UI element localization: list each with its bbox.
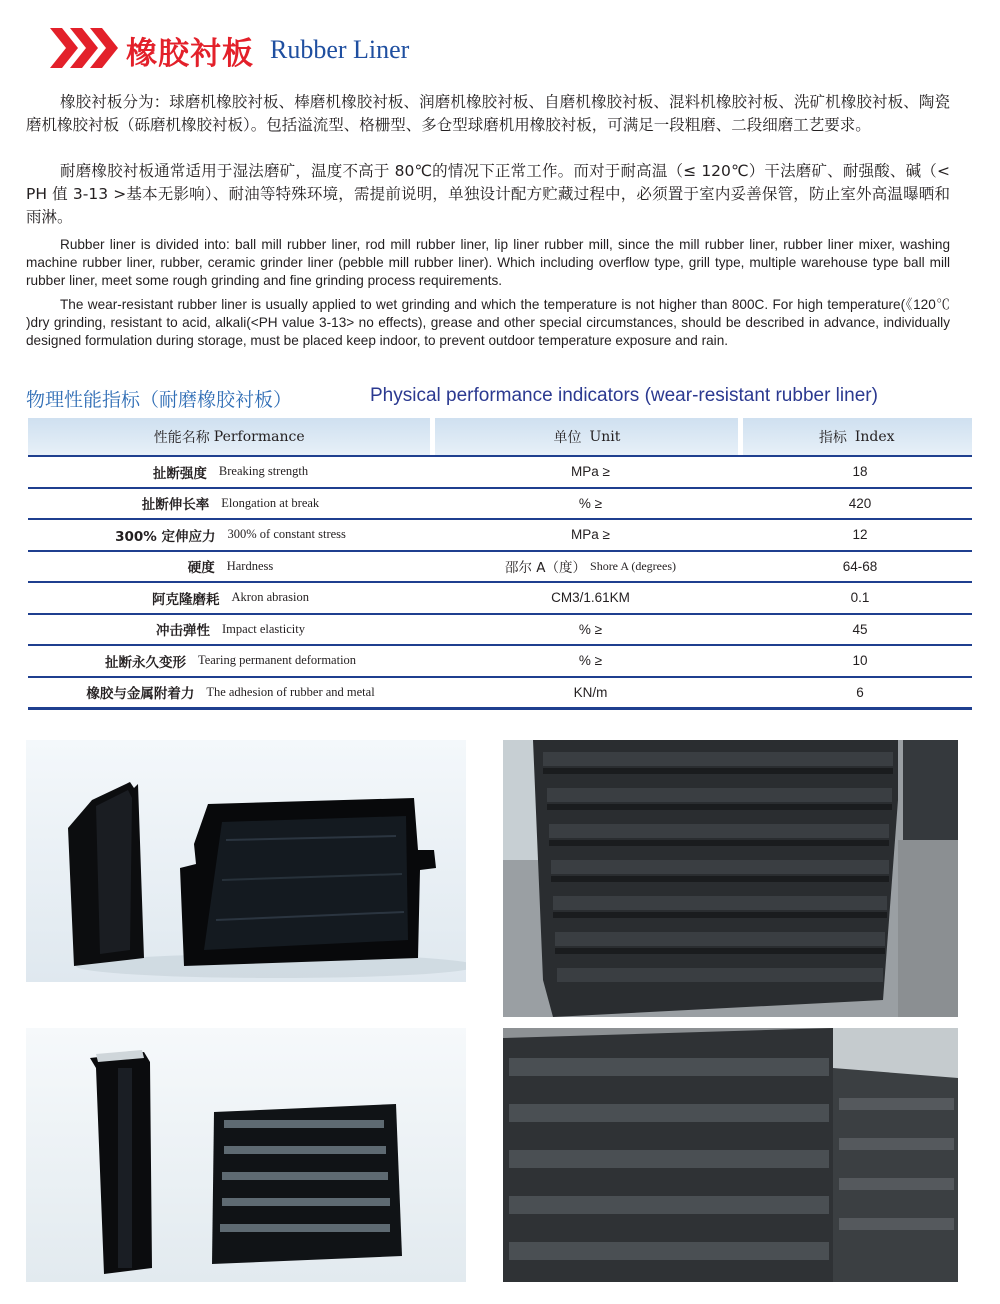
- performance-cn: 阿克隆磨耗: [152, 591, 220, 608]
- photo-liner-pile: [503, 1028, 958, 1282]
- unit-text: MPa ≥: [571, 464, 610, 480]
- table-row: [28, 583, 972, 615]
- unit-cell: [433, 496, 748, 511]
- photo-stacked-liners: [503, 740, 958, 1017]
- performance-cn: 硬度: [187, 560, 215, 577]
- photo-single-liners-graphic: [26, 740, 466, 982]
- page-title-cn: 橡胶衬板: [126, 36, 254, 72]
- unit-en: Shore A (degrees): [590, 558, 676, 573]
- unit-cell: [433, 464, 748, 479]
- header-performance: [28, 418, 430, 455]
- performance-cell: [28, 619, 433, 639]
- performance-cn: 橡胶与金属附着力: [86, 686, 195, 703]
- header-unit-cn: 单位: [553, 429, 582, 446]
- performance-cell: [28, 525, 433, 545]
- table-row: [28, 615, 972, 647]
- unit-cn: 邵尔 A（度）: [504, 560, 587, 577]
- index-cell: 420: [848, 495, 872, 511]
- photo-liner-and-stack-graphic: [26, 1028, 466, 1282]
- table-header: [28, 418, 972, 457]
- performance-en: Impact elasticity: [222, 621, 305, 636]
- performance-cell: [28, 462, 433, 482]
- header-unit-en: Unit: [589, 428, 621, 445]
- performance-cn: 扯断永久变形: [104, 654, 186, 671]
- unit-cell: [433, 556, 748, 576]
- intro-paragraph-cn-2: 耐磨橡胶衬板通常适用于湿法磨矿，温度不高于 80℃的情况下正常工作。而对于耐高温（≤ 120℃）干法磨矿、耐强酸、碱（< PH 值 3-13 >基本无影响）、耐油等特殊环境，需提前说明，单独设计配方贮藏过程中，必须置于室内妥善保管，防止室外高温曝晒和雨淋。: [26, 162, 950, 226]
- unit-cell: [433, 527, 748, 542]
- section-title-cn: 物理性能指标（耐磨橡胶衬板）: [26, 389, 293, 411]
- section-title-en: Physical performance indicators (wear-resistant rubber liner): [370, 385, 878, 406]
- table-row: [28, 457, 972, 489]
- photo-liner-pile-graphic: [503, 1028, 958, 1282]
- header-index: [738, 418, 970, 455]
- performance-en: 300% of constant stress: [227, 527, 346, 542]
- index-cell: 18: [852, 464, 868, 480]
- performance-cell: [28, 651, 433, 671]
- header-index-en: Index: [854, 428, 895, 445]
- unit-cell: [433, 653, 748, 668]
- performance-cell: [28, 588, 433, 608]
- unit-text: KN/m: [573, 684, 608, 700]
- performance-cell: [28, 682, 433, 702]
- unit-text: % ≥: [578, 621, 603, 637]
- performance-en: Breaking strength: [218, 464, 309, 479]
- performance-en: Akron abrasion: [231, 590, 309, 605]
- table-row: [28, 646, 972, 678]
- table-row: [28, 489, 972, 521]
- performance-cn: 扯断伸长率: [141, 497, 210, 514]
- performance-cell: [28, 493, 433, 513]
- photo-liner-and-stack: [26, 1028, 466, 1282]
- performance-table: [28, 418, 972, 710]
- index-cell: 6: [856, 684, 864, 700]
- index-cell: 64-68: [842, 558, 878, 574]
- performance-cn: 扯断强度: [152, 465, 207, 482]
- unit-text: % ≥: [578, 495, 603, 511]
- unit-text: CM3/1.61KM: [551, 590, 630, 606]
- photo-stacked-liners-graphic: [503, 740, 958, 1017]
- header-index-cn: 指标: [818, 429, 847, 446]
- chevron-arrows-icon: [48, 24, 118, 72]
- table-row: [28, 520, 972, 552]
- header-performance-en: Performance: [213, 428, 305, 445]
- performance-en: Tearing permanent deformation: [197, 653, 357, 668]
- performance-cn: 冲击弹性: [156, 623, 211, 640]
- index-cell: 12: [852, 527, 868, 543]
- unit-cell: [433, 685, 748, 700]
- index-cell: 45: [852, 621, 868, 637]
- unit-cell: [433, 622, 748, 637]
- header-performance-cn: 性能名称: [153, 429, 210, 446]
- page-title-en: Rubber Liner: [270, 35, 410, 64]
- performance-cn: 300% 定伸应力: [115, 528, 216, 545]
- performance-en: Elongation at break: [221, 495, 320, 510]
- unit-cell: [433, 590, 748, 605]
- unit-text: MPa ≥: [571, 527, 610, 543]
- table-row: [28, 678, 972, 708]
- performance-cell: [28, 556, 433, 576]
- table-row: [28, 552, 972, 584]
- page-header: [48, 22, 468, 78]
- index-cell: 10: [852, 653, 868, 669]
- performance-en: The adhesion of rubber and metal: [206, 684, 375, 699]
- header-unit: [430, 418, 738, 455]
- intro-paragraph-en-1: Rubber liner is divided into: ball mill rubber liner, rod mill rubber liner, lip liner rubber mill, since the mill rubber liner, rubber liner mixer, washing machine rubber liner, rubber, ceramic grinder liner (pebble mill rubber liner). Which including overflow type, grill type, multiple warehouse type ball mill rubber liner, meet some rough grinding and fine grinding process requirements.: [26, 237, 950, 288]
- index-cell: 0.1: [850, 590, 870, 606]
- performance-en: Hardness: [226, 558, 274, 573]
- photo-single-liners: [26, 740, 466, 982]
- intro-paragraph-cn-1: 橡胶衬板分为：球磨机橡胶衬板、棒磨机橡胶衬板、润磨机橡胶衬板、自磨机橡胶衬板、混料机橡胶衬板、洗矿机橡胶衬板、陶瓷磨机橡胶衬板（砾磨机橡胶衬板）。包括溢流型、格栅型、多仓型球磨机用橡胶衬板，可满足一段粗磨、二段细磨工艺要求。: [26, 93, 950, 134]
- unit-text: % ≥: [578, 653, 603, 669]
- intro-paragraph-en-2: The wear-resistant rubber liner is usually applied to wet grinding and which the temperature is not higher than 800C. For high temperature(《120℃ )dry grinding, resistant to acid, alkali(<PH value 3-13> no effects), grease and other special circumstances, should be described in advance, individually designed formulation during storage, must be placed keep indoor, to prevent outdoor temperature exposure and rain.: [26, 297, 950, 348]
